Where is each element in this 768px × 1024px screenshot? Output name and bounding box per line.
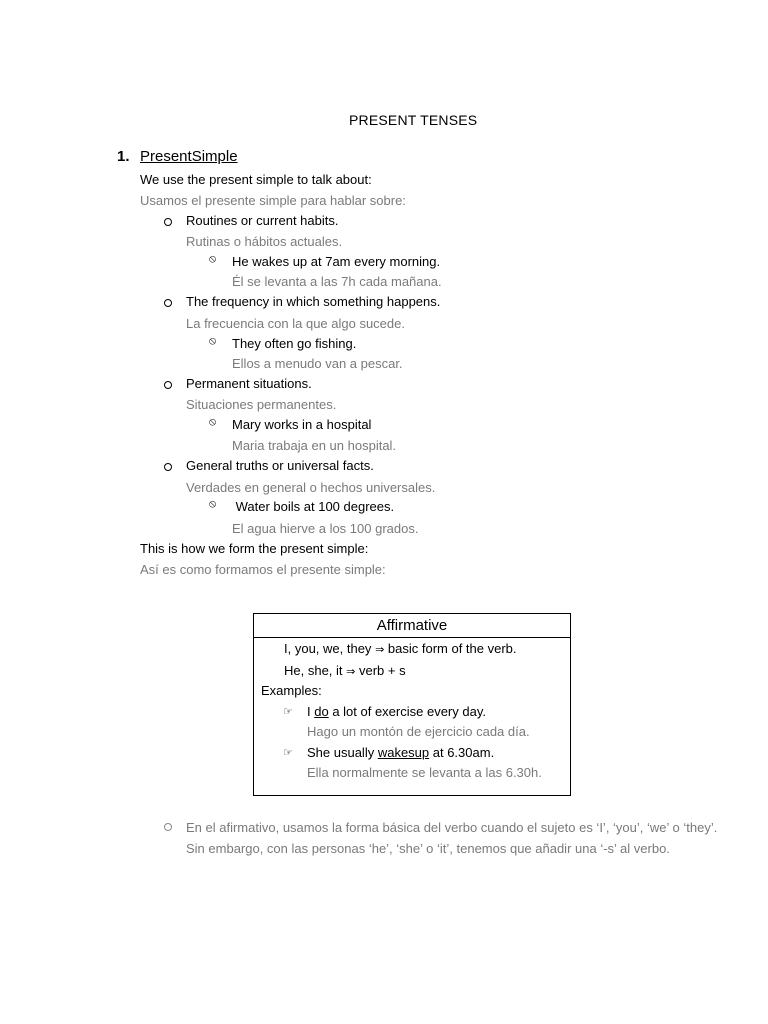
use-spanish: Verdades en general o hechos universales. [186, 480, 436, 495]
section-number: 1. [117, 148, 130, 165]
affirmative-header: Affirmative [254, 614, 570, 638]
example-english: He wakes up at 7am every morning. [232, 254, 441, 269]
example-verb: do [314, 704, 329, 719]
box-example-spanish: Ella normalmente se levanta a las 6.30h. [307, 765, 542, 780]
example-prefix: I [307, 704, 315, 719]
affirmative-note: En el afirmativo, usamos la forma básica del verbo cuando el sujeto es ‘I’, ‘you’, ‘we’ o ‘they’. Sin embargo, con las personas ‘he’, ‘she’ o ‘it’, tenemos que añadir una ‘-s’ al verbo. [186, 820, 718, 856]
circle-bullet-icon [164, 381, 172, 389]
example-verb: wakesup [377, 745, 430, 760]
use-spanish: Situaciones permanentes. [186, 397, 337, 412]
box-example-english [307, 704, 486, 719]
form-english: This is how we form the present simple: [140, 541, 369, 556]
use-spanish: La frecuencia con la que algo sucede. [186, 316, 405, 331]
use-english: The frequency in which something happens. [186, 294, 441, 309]
rule-row [284, 641, 517, 656]
example-spanish: Ellos a menudo van a pescar. [232, 356, 403, 371]
circle-bullet-icon [164, 218, 172, 226]
clip-icon: ⦸ [209, 253, 217, 265]
arrow-icon: ⇒ [346, 666, 356, 678]
use-english: General truths or universal facts. [186, 458, 374, 473]
rule-result: verb + s [359, 663, 406, 678]
clip-icon: ⦸ [209, 416, 217, 428]
example-spanish: El agua hierve a los 100 grados. [232, 521, 419, 536]
example-english: Mary works in a hospital [232, 417, 372, 432]
intro-english: We use the present simple to talk about: [140, 172, 372, 187]
rule-subject: I, you, we, they [284, 641, 372, 656]
intro-spanish: Usamos el presente simple para hablar sobre: [140, 193, 406, 208]
clip-icon: ⦸ [209, 335, 217, 347]
example-english: Water boils at 100 degrees. [232, 499, 395, 514]
example-spanish: Él se levanta a las 7h cada mañana. [232, 274, 442, 289]
form-spanish: Así es como formamos el presente simple: [140, 562, 386, 577]
affirmative-box [253, 613, 571, 796]
box-example-spanish: Hago un montón de ejercicio cada día. [307, 724, 530, 739]
example-prefix: She usually [307, 745, 378, 760]
use-english: Routines or current habits. [186, 213, 339, 228]
hand-icon: ☞ [283, 706, 293, 718]
circle-bullet-icon [164, 299, 172, 307]
arrow-icon: ⇒ [375, 644, 385, 656]
rule-subject: He, she, it [284, 663, 343, 678]
box-example-english [307, 745, 494, 760]
hand-icon: ☞ [283, 747, 293, 759]
example-english: They often go fishing. [232, 336, 357, 351]
circle-bullet-icon [164, 463, 172, 471]
examples-label: Examples: [261, 683, 322, 698]
rule-result: basic form of the verb. [387, 641, 517, 656]
use-spanish: Rutinas o hábitos actuales. [186, 234, 343, 249]
example-suffix: a lot of exercise every day. [328, 704, 486, 719]
rule-row [284, 663, 406, 678]
clip-icon: ⦸ [209, 498, 217, 510]
example-suffix: at 6.30am. [429, 745, 495, 760]
use-english: Permanent situations. [186, 376, 312, 391]
page-title: PRESENT TENSES [349, 112, 478, 128]
circle-bullet-icon [164, 823, 172, 831]
example-spanish: Maria trabaja en un hospital. [232, 438, 397, 453]
section-title: PresentSimple [140, 148, 238, 165]
